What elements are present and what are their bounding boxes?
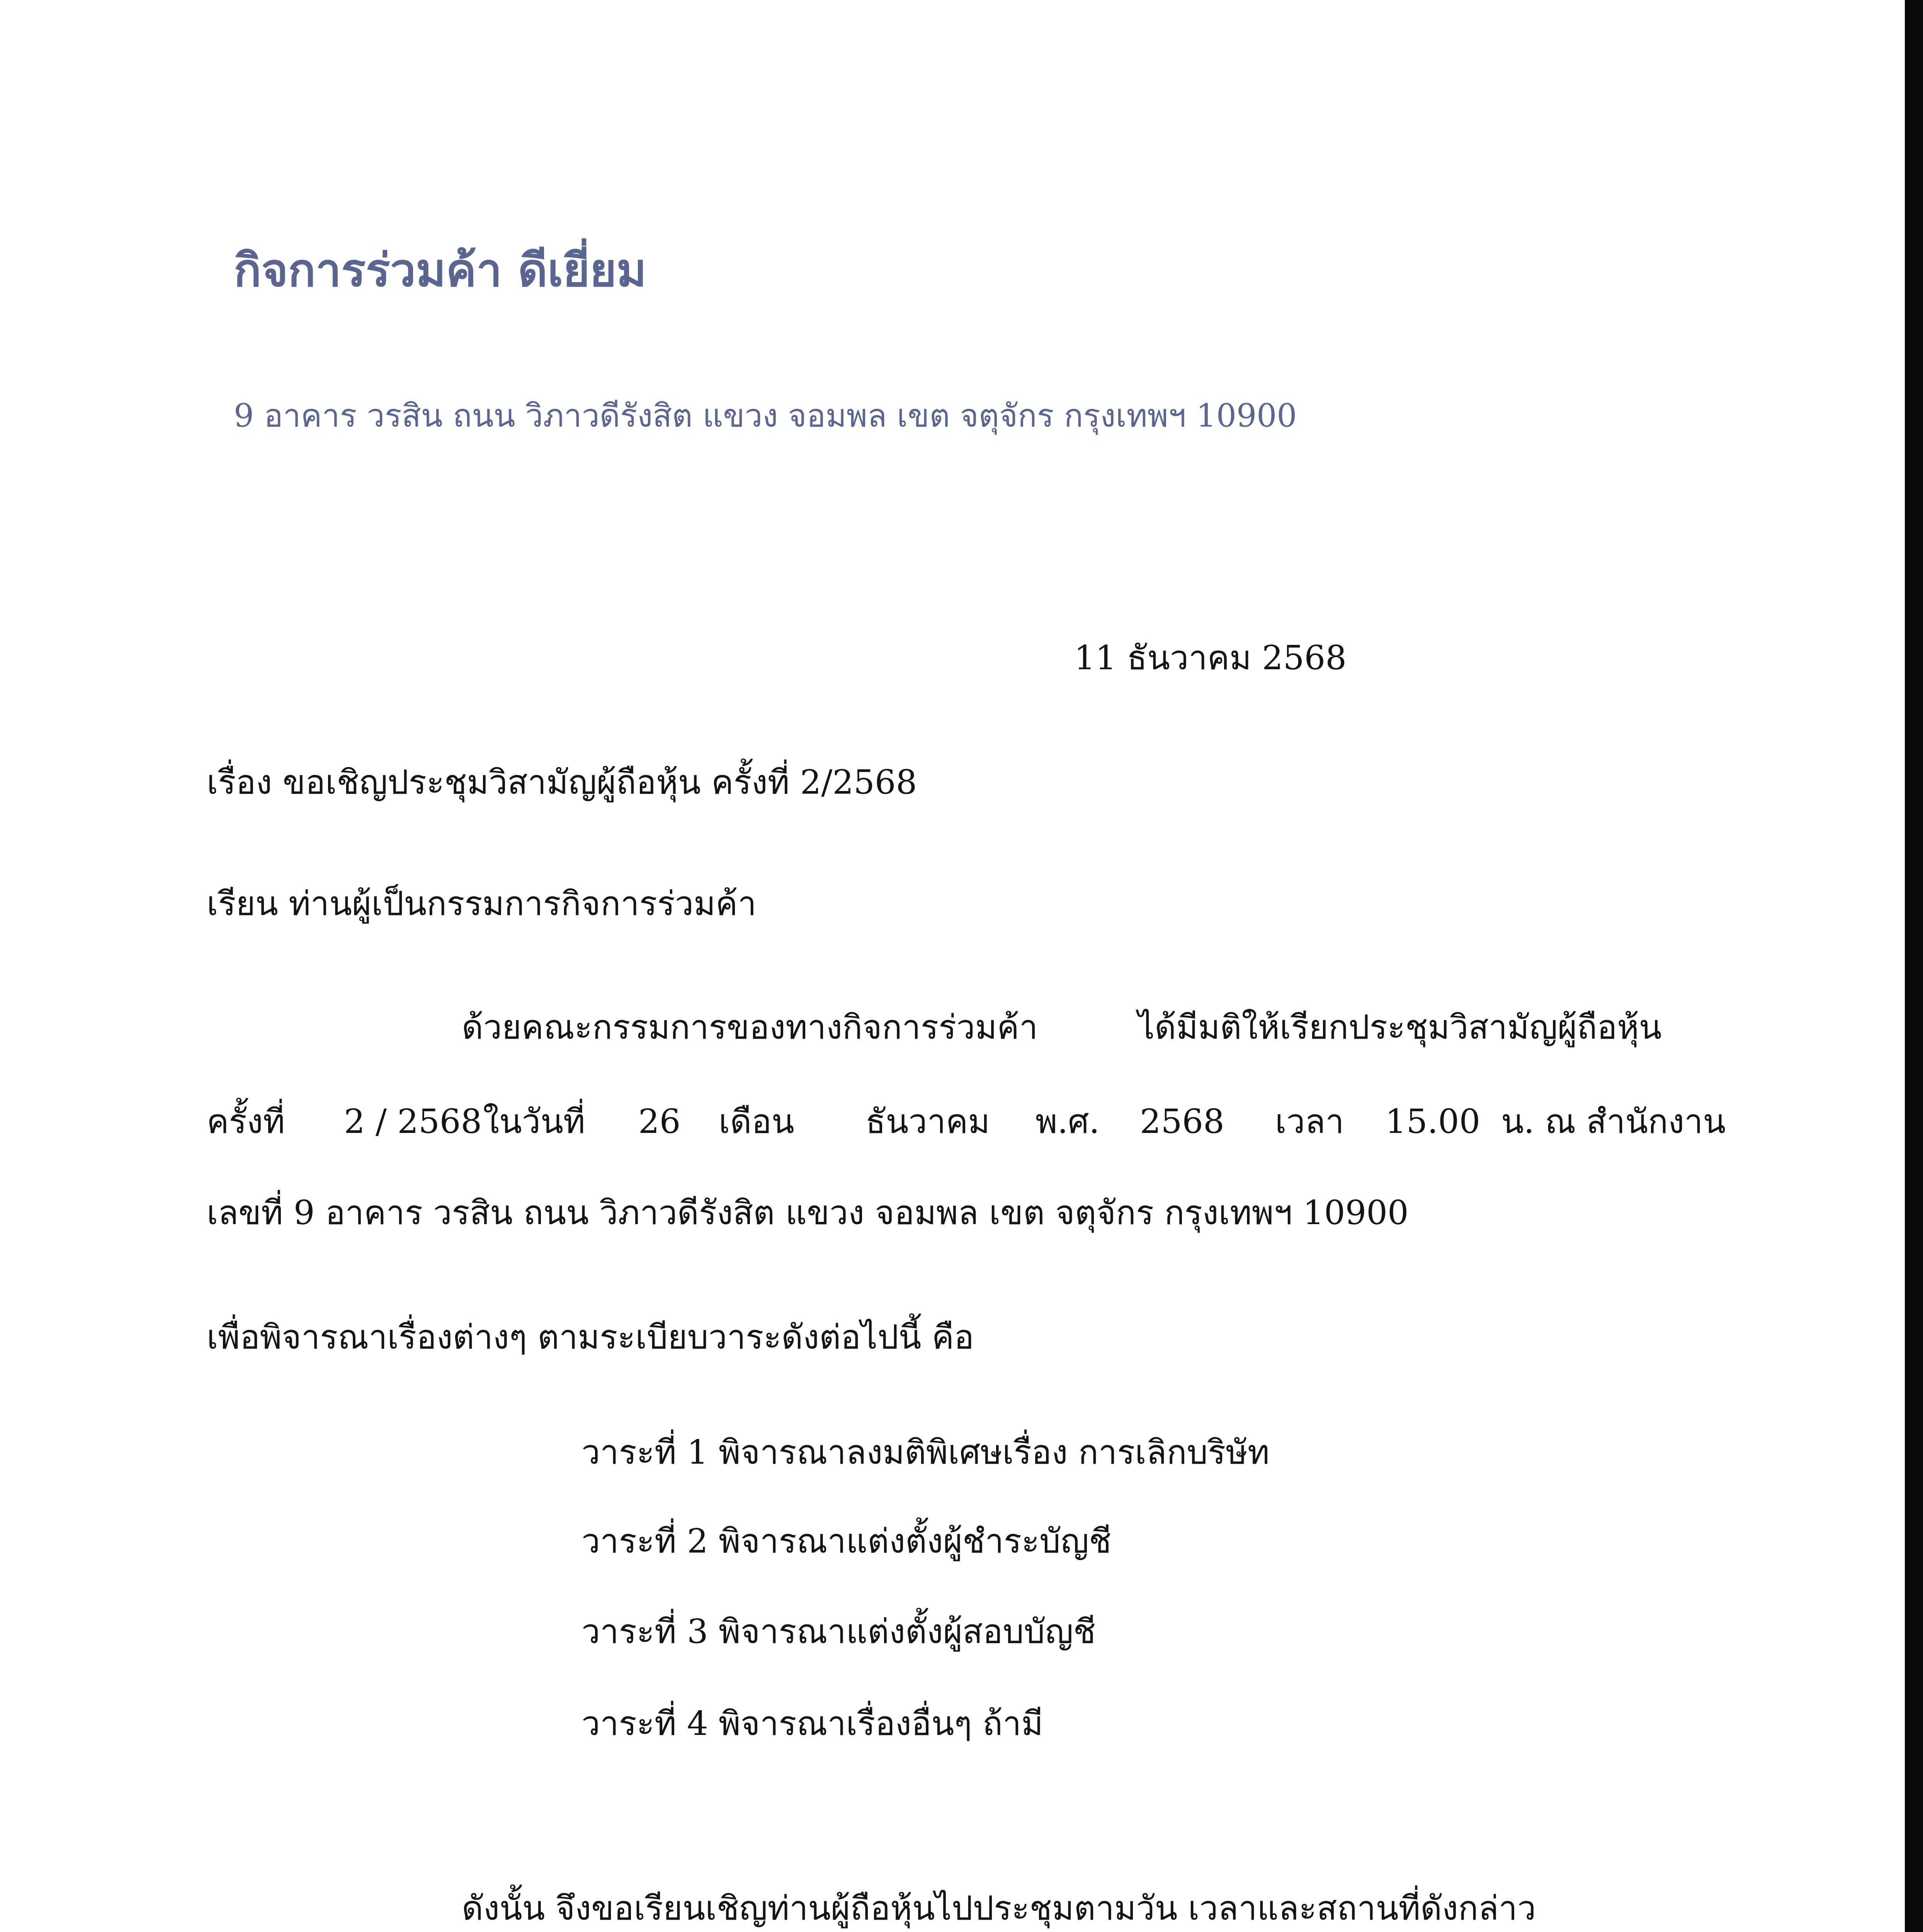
paragraph-1-line-2-w9: 15.00	[1385, 1102, 1481, 1141]
agenda-intro: เพื่อพิจารณาเรื่องต่างๆ ตามระเบียบวาระดังต่อไปนี้ คือ	[207, 1318, 974, 1357]
paragraph-1-line-1a: ด้วยคณะกรรมการของทางกิจการร่วมค้า	[462, 1008, 1038, 1047]
company-address: 9 อาคาร วรสิน ถนน วิภาวดีรังสิต แขวง จอมพล เขต จตุจักร กรุงเทพฯ 10900	[234, 398, 1297, 434]
company-name: กิจการร่วมค้า ดีเยี่ยม	[234, 243, 647, 297]
paragraph-1-line-2-w10: น. ณ สำนักงาน	[1501, 1102, 1726, 1141]
paragraph-1-line-2-w0: ครั้งที่	[207, 1102, 285, 1141]
company-seal-right	[1476, 1924, 1831, 1932]
paragraph-1-line-2-w7: 2568	[1140, 1102, 1224, 1141]
letter-subject: เรื่อง ขอเชิญประชุมวิสามัญผู้ถือหุ้น ครั้งที่ 2/2568	[207, 763, 917, 802]
closing-line-1: ดังนั้น จึงขอเรียนเชิญท่านผู้ถือหุ้นไปประชุมตามวัน เวลาและสถานที่ดังกล่าว	[462, 1889, 1536, 1928]
scan-edge-right	[1905, 0, 1923, 1932]
paragraph-1-line-2-w5: ธันวาคม	[865, 1102, 990, 1141]
paragraph-1-line-2-w2: ในวันที่	[483, 1102, 585, 1141]
agenda-item-4: วาระที่ 4 พิจารณาเรื่องอื่นๆ ถ้ามี	[581, 1704, 1043, 1743]
letter-recipient: เรียน ท่านผู้เป็นกรรมการกิจการร่วมค้า	[207, 884, 757, 923]
agenda-item-2: วาระที่ 2 พิจารณาแต่งตั้งผู้ชำระบัญชี	[581, 1522, 1112, 1561]
agenda-item-1: วาระที่ 1 พิจารณาลงมติพิเศษเรื่อง การเลิกบริษัท	[581, 1433, 1270, 1472]
agenda-item-3: วาระที่ 3 พิจารณาแต่งตั้งผู้สอบบัญชี	[581, 1612, 1096, 1651]
paragraph-1-line-2-w4: เดือน	[719, 1102, 794, 1141]
letter-date: 11 ธันวาคม 2568	[1074, 639, 1347, 677]
paragraph-1-line-2-w3: 26	[638, 1102, 681, 1141]
paragraph-1-line-2-w6: พ.ศ.	[1035, 1102, 1100, 1141]
paragraph-1-line-3: เลขที่ 9 อาคาร วรสิน ถนน วิภาวดีรังสิต แขวง จอมพล เขต จตุจักร กรุงเทพฯ 10900	[207, 1194, 1409, 1232]
paragraph-1-line-1b: ได้มีมติให้เรียกประชุมวิสามัญผู้ถือหุ้น	[1138, 1008, 1662, 1047]
paragraph-1-line-2-w8: เวลา	[1275, 1102, 1344, 1141]
paragraph-1-line-2-w1: 2 / 2568	[344, 1102, 482, 1141]
